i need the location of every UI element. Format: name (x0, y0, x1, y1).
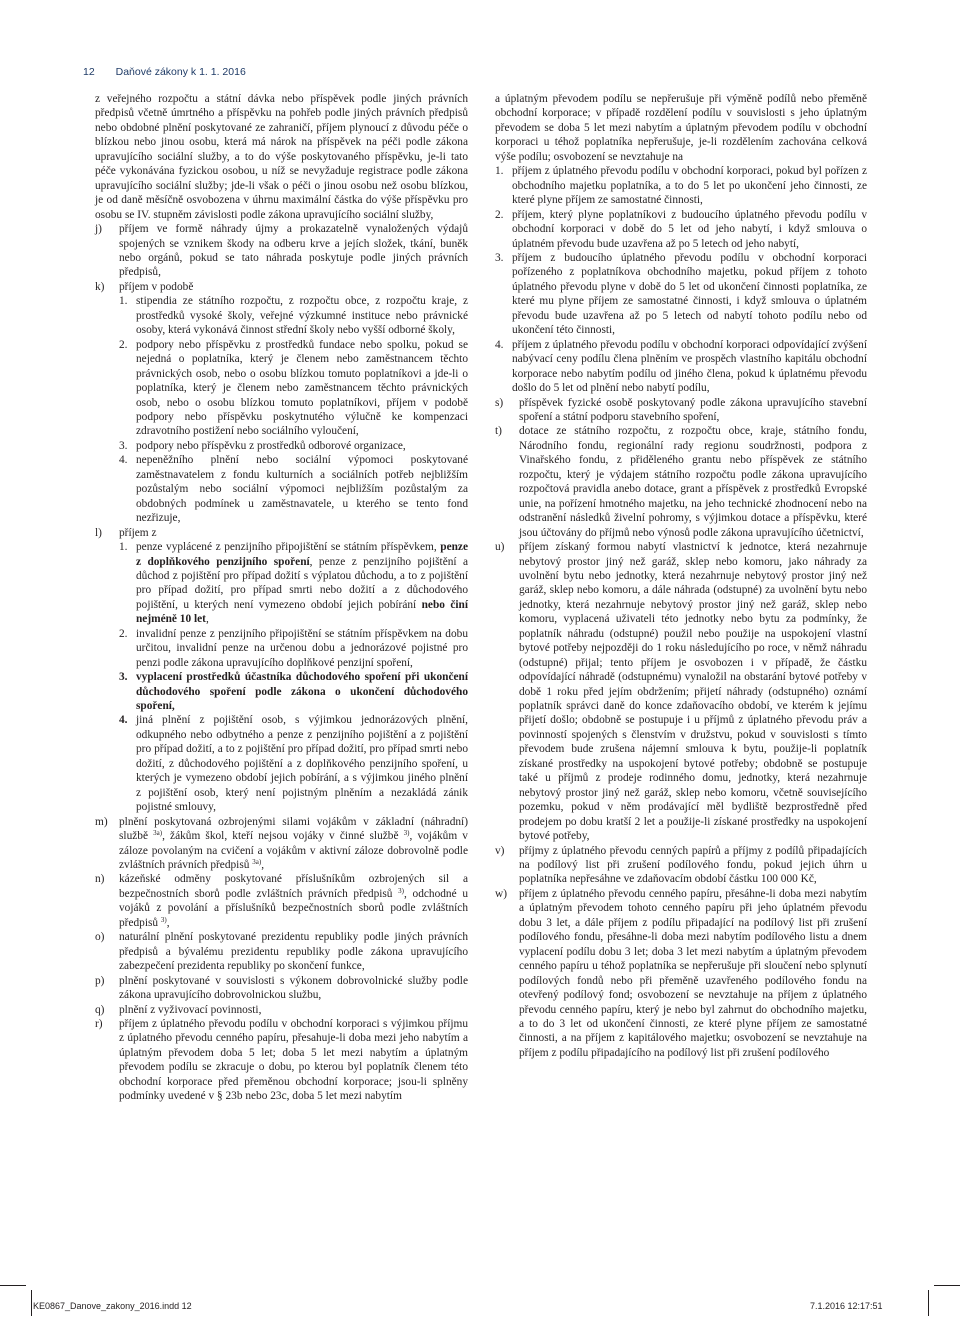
subitem-l3 (119, 670, 468, 713)
subitem-r2 (495, 208, 867, 251)
crop-mark (31, 1290, 32, 1316)
footnote-ref: 3a) (252, 858, 262, 867)
subitem-label: 2. (119, 627, 128, 640)
running-title: Daňové zákony k 1. 1. 2016 (115, 66, 246, 78)
item-label: u) (495, 541, 505, 554)
subitem-l4 (119, 713, 468, 814)
item-label: l) (95, 526, 102, 539)
item-r (95, 1017, 468, 1104)
text-run: , odchodné u vojáků z povolání a příslušníků bezpečnostních sborů podle zvláštních předpisů (119, 887, 468, 929)
left-column (95, 92, 468, 1104)
item-text: příjmy z úplatného převodu cenných papírů a příjmy z podílů připadajících na podílový list při zrušení podílového fondu, pokud jejich úhrn u poplatníka nepřesáhne ve zdaňovacím období částku 100 000 Kč, (519, 844, 867, 886)
subitem-text: příjem z úplatného převodu podílu v obchodní korporaci odpovídající zvýšení nabývací ceny podílu člena plněním ve prospěch vlastního kapitálu obchodní korporace nebo nabytím podílu od jiného člena, pokud k úplatnému převodu došlo do 5 let od plnění nebo nabytí podílu, (512, 338, 867, 395)
item-label: m) (95, 815, 108, 828)
print-slug-file: KE0867_Danove_zakony_2016.indd 12 (33, 1301, 192, 1311)
item-u (495, 540, 867, 844)
item-label: s) (495, 396, 504, 409)
item-label: w) (495, 887, 507, 900)
item-o (95, 930, 468, 973)
running-header (83, 66, 246, 78)
item-t (495, 424, 867, 540)
subitem-text: nepeněžního plnění nebo sociální výpomoci poskytované zaměstnavatelem z fondu kulturních a sociálních potřeb nejbližším pozůstalým nebo sociální výpomoci nejbližším pozůstalým za obdobných podmínek u zaměstnavatele, u kterého se tento fond nezřizuje, (136, 454, 468, 525)
subitem-label: 2. (495, 208, 504, 221)
paragraph-intro: z veřejného rozpočtu a státní dávka nebo příspěvek podle jiných právních předpisů včetně úmrtného a příspěvku na pohřeb podle jiných právních předpisů nebo obdobné plnění poskytované ze zahraničí, příjem plynoucí z důvodu péče o blízkou nebo jinou osobu, která má nárok na příspěvek na péči podle zákona upravujícího sociální služby, a to do výše poskytovaného příspěvku, je-li tato péče vykonávána fyzickou osobou, u níž se nevyžaduje registrace podle zákona upravujícího sociální služby; jde-li však o péči o jinou osobu než osobu blízkou, je od daně měsíčně osvobozena v úhrnu maximální částka do výše příspěvku pro osobu se IV. stupněm závislosti podle zákona upravujícího sociální služby, (95, 93, 468, 221)
subitem-label: 3. (119, 671, 128, 684)
item-m (95, 815, 468, 873)
page-number: 12 (83, 66, 95, 78)
item-v (495, 844, 867, 887)
item-text: příjem z úplatného převodu podílu v obchodní korporaci s výjimkou příjmu z úplatného převodu cenného papíru, přesahuje-li doba mezi jeho nabytím a úplatným převodem doba 5 let; doba 5 let mezi nabytím a úplatným převodem podílu se zkracuje o dobu, po kterou byl poplatník členem této obchodní korporace před přeměnou obchodní korporace; jsou-li splněny podmínky uvedené v § 23b nebo 23c, doba 5 let mezi nabytím (119, 1018, 468, 1103)
item-n (95, 872, 468, 930)
item-label: j) (95, 223, 102, 236)
subitem-text: jiná plnění z pojištění osob, s výjimkou jednorázových plnění, odkupného nebo odbytného a penze z penzijního pojištění a z pojištění pro případ dožití, a to z pojištění pro případ dožití, pro případ smrti nebo dožití, z důchodového pojištění a z doplňkového penzijního spoření, u kterých je vymezeno období jejich pobírání, a s výjimkou jiného plnění z pojištění osob, který není pojistným plněním a nezakládá zánik pojistné smlouvy, (136, 714, 468, 814)
subitem-label: 4. (495, 338, 504, 351)
subitem-text (136, 540, 468, 627)
amended-text: nebo činí nejméně 10 let (136, 598, 468, 626)
subitem-label: 1. (119, 295, 128, 308)
item-text: příjem z úplatného převodu cenného papíru, přesáhne-li doba mezi nabytím a úplatným převodem tohoto cenného papíru při jeho úplatném převodu dobu 3 let, a dále příjem z podílu připadající na podílový list při zrušení podílového fondu, přesáhne-li doba mezi nabytím podílového listu a dnem vyplacení podílu dobu 3 let; doba 3 let mezi nabytím a úplatným převodem cenného papíru u téhož poplatníka se nepřerušuje při sloučení nebo splynutí podílových fondů nebo při přeměně uzavřeného podílového fondu na otevřený podílový fond; osvobození se nevztahuje na příjem z úplatného převodu cenného papíru, který je nebo byl zahrnut do obchodního majetku, a to do 3 let od ukončení činnosti, ze které plyne příjem ze samostatné činnosti, a na příjem z kapitálového majetku; osvobození se nevztahuje na příjem z podílu připadajícího na podílový list při zrušení podílového (519, 887, 867, 1059)
item-label: r) (95, 1018, 103, 1030)
subitem-k1 (119, 294, 468, 337)
crop-mark (0, 1285, 26, 1286)
subitem-k4 (119, 453, 468, 525)
subitem-r3 (495, 251, 867, 338)
right-column (495, 92, 867, 1060)
subitem-r4 (495, 338, 867, 396)
item-text (119, 815, 468, 873)
text-run: , penze z penzijního pojištění a důchod z pojištění pro případ dožití s výplatou důchodu, a to z pojištění pro případ dožití, pro případ smrti nebo dožití a z důchodového pojištění, u kterých není vymezeno období jejich pobírání (136, 555, 468, 611)
subitem-text: příjem z budoucího úplatného převodu podílu v obchodní korporaci pořízeného z poplatníkova obchodního majetku, pokud příjem z tohoto úplatného převodu plyne v době do 5 let od ukončení činnosti poplatníka, ze které mu plyne příjem ze samostatné činnosti, i když smlouva o úplatném převodu bude uzavřena až po 5 letech od nabytí tohoto podílu nebo od ukončení této činnosti, (512, 251, 867, 337)
item-p (95, 974, 468, 1003)
footnote-ref: 3a) (153, 829, 163, 838)
item-text: příjem ve formě náhrady újmy a prokazatelně vynaložených výdajů spojených se vznikem škody na odberu krve a jejích složek, tkání, buněk nebo orgánů, pokud se tato náhrada poskytuje podle jiných právních předpisů, (119, 223, 468, 279)
crop-mark (928, 1290, 929, 1316)
text-run: penze vyplácené z penzijního připojištění se státním příspěvkem, (136, 541, 437, 554)
subitem-r1 (495, 164, 867, 207)
item-text: příjem získaný formou nabytí vlastnictví k jednotce, která nezahrnuje nebytový prostor jiný než garáž, sklep nebo komoru, jako náhrady za uvolnění bytu nebo jednotky, která nezahrnuje nebytový prostor jiný než garáž, sklep nebo komoru, a dále náhrada (odstupné) za uvolnění bytu nebo jednotky, která nezahrnuje nebytový prostor jiný než garáž, sklep nebo komoru, vyplacená uživateli této jednotky nebo bytu za podmínky, že poplatník náhradu (odstupné) použil nebo použije na uspokojení vlastní bytové potřeby nejpozději do 1 roku následujícího po roce, v němž náhradu (odstupné) přijal; tento příjem je osvobozen i v případě, že částku odpovídající náhradě (odstupnému) vynaložil na obstarání bytové potřeby v době 1 roku před jejím obdržením; přijetí náhrady (odstupného) oznámí poplatník správci daně do konce zdaňovacího období, ve kterém k jejímu přijetí došlo; obdobně se postupuje i u příjmů z úplatného převodu práv a povinností spojených s členstvím v družstvu, pokud v souvislosti s tímto převodem bude zrušena nájemní smlouva k bytu, použije-li poplatník získané prostředky na uspokojení bytové potřeby; obdobně se postupuje také u příjmů z prodeje rodinného domu, jednotky, která nezahrnuje nebytový prostor jiný než garáž, sklep nebo komoru, včetně souvisejícího pozemku, pokud v něm prodávající měl bydliště bezprostředně před prodejem po dobu kratší 2 let a použije-li získané prostředky na uspokojení bytové potřeby, (519, 541, 867, 843)
item-text: dotace ze státního rozpočtu, z rozpočtu obce, kraje, státního fondu, Národního fondu, regionální rady regionu soudržnosti, podpora z Vinařského fondu, z přiděleného grantu nebo příspěvek ze státního rozpočtu, který je výdajem státního rozpočtu podle zákona upravujícího rozpočtová pravidla anebo dotace, grant a příspěvek z prostředků Evropské unie, na pořízení hmotného majetku, na jeho technické zhodnocení nebo na odstranění následků živelní pohromy, s výjimkou dotace a příspěvku, které jsou účtovány do příjmů nebo výnosů podle zákona upravujícího účetnictví, (519, 425, 867, 539)
text-run: , (205, 613, 209, 626)
subitem-label: 3. (119, 439, 128, 452)
item-k (95, 280, 468, 294)
item-label: n) (95, 873, 105, 886)
subitem-text: podpory nebo příspěvku z prostředků fundace nebo spolku, pokud se nejedná o poplatníka, který je členem nebo zaměstnancem těchto právnických osob, nebo o osobu blízkou tomuto poplatníkovi a jde-li o poplatníka, který je členem nebo zaměstnancem těchto právnických osob, nebo o osobu blízkou tomuto poplatníkovi, příjem v podobě podpory nebo příspěvku poskytnutého výlučně ke kompenzaci zdravotního postižení nebo sociálního vyloučení, (136, 338, 468, 438)
item-label: k) (95, 280, 105, 293)
subitem-label: 2. (119, 338, 128, 351)
subitem-label: 4. (119, 454, 128, 467)
amended-text: vyplacení prostředků účastníka důchodového spoření při ukončení důchodového spoření podle zákona o ukončení důchodového spoření, (136, 671, 468, 713)
footnote-ref: 3) (398, 886, 405, 895)
item-text: plnění poskytované v souvislosti s výkonem dobrovolnické služby podle zákona upravujícího dobrovolnickou službu, (119, 974, 468, 1002)
subitem-text: příjem z úplatného převodu podílu v obchodní korporaci, pokud byl pořízen z obchodního majetku poplatníka, a to do 5 let po ukončení jeho činnosti, ze které plyne příjem ze samostatné činnosti, (512, 165, 867, 207)
item-label: v) (495, 844, 505, 857)
amended-text: penze z doplňkového penzijního spoření (136, 541, 468, 568)
item-label: q) (95, 1003, 105, 1016)
subitem-text: invalidní penze z penzijního připojištění se státním příspěvkem na dobu určitou, invalidní penze na určenou dobu a jednorázové pojistné pro penzi podle zákona upravujícího doplňkové penzijní spoření, (136, 627, 468, 669)
item-text: příjem z (119, 526, 157, 539)
text-run: , vojákům v záloze povolaným na cvičení a vojákům v aktivní záloze dobrovolně podle zvláštních právních předpisů (119, 830, 468, 872)
item-text (119, 872, 468, 930)
item-label: t) (495, 425, 502, 438)
item-label: p) (95, 974, 105, 987)
text-run: , žákům škol, kteří nejsou vojáky v činné službě (162, 830, 399, 843)
item-text: příjem v podobě (119, 280, 194, 293)
footnote-ref: 3) (403, 829, 410, 838)
item-label: o) (95, 931, 105, 944)
text-run: , (166, 916, 170, 929)
item-w (495, 887, 867, 1060)
text-run: , (261, 859, 265, 872)
paragraph-continued: a úplatným převodem podílu se nepřerušuje při výměně podílů nebo přeměně obchodní korporace; v případě rozdělení podílu v souvislosti s jeho úplatným převodem se doba 5 let mezi nabytím a úplatným převodem podílu v obchodní korporaci u téhož poplatníka nepřerušuje, je-li rozdělením zachována celková výše podílu; osvobození se nevztahuje na (495, 93, 867, 163)
item-q (95, 1003, 468, 1017)
subitem-text: podpory nebo příspěvku z prostředků odborové organizace, (136, 439, 406, 452)
footnote-ref: 3) (160, 915, 167, 924)
text-run: kázeňské odměny poskytované příslušníkům ozbrojených sil a bezpečnostních sborů podle zvláštních právních předpisů (119, 873, 468, 900)
subitem-l2 (119, 627, 468, 670)
subitem-text: stipendia ze státního rozpočtu, z rozpočtu obce, z rozpočtu kraje, z prostředků vysoké školy, veřejné výzkumné instituce nebo právnické osoby, která vykonává činnost střední školy nebo vyšší odborné školy, (136, 295, 468, 337)
print-slug-timestamp: 7.1.2016 12:17:51 (810, 1301, 883, 1311)
item-l (95, 526, 468, 540)
subitem-l1 (119, 540, 468, 627)
item-text: příspěvek fyzické osobě poskytovaný podle zákona upravujícího stavební spoření a státní podporu stavebního spoření, (519, 396, 867, 423)
subitem-label: 1. (119, 541, 128, 554)
subitem-label: 4. (119, 714, 128, 727)
subitem-label: 3. (495, 251, 504, 264)
text-run: plnění poskytovaná ozbrojenými silami vojákům v základní (náhradní) službě (119, 815, 468, 843)
item-text: plnění z vyživovací povinnosti, (119, 1003, 262, 1016)
subitem-k2 (119, 338, 468, 439)
subitem-text: příjem, který plyne poplatníkovi z budoucího úplatného převodu podílu v obchodní korporaci v době do 5 let od jeho nabytí, i když smlouva o úplatném převodu bude uzavřena až po 5 letech od jeho nabytí, (512, 208, 867, 250)
subitem-label: 1. (495, 165, 504, 178)
item-text: naturální plnění poskytované prezidentu republiky podle jiných právních předpisů a bývalému prezidentu republiky podle zákona upravujícího zabezpečení prezidenta republiky po skončení funkce, (119, 931, 468, 973)
subitem-k3 (119, 439, 468, 453)
item-s (495, 396, 867, 425)
item-j (95, 222, 468, 280)
crop-mark (934, 1285, 960, 1286)
